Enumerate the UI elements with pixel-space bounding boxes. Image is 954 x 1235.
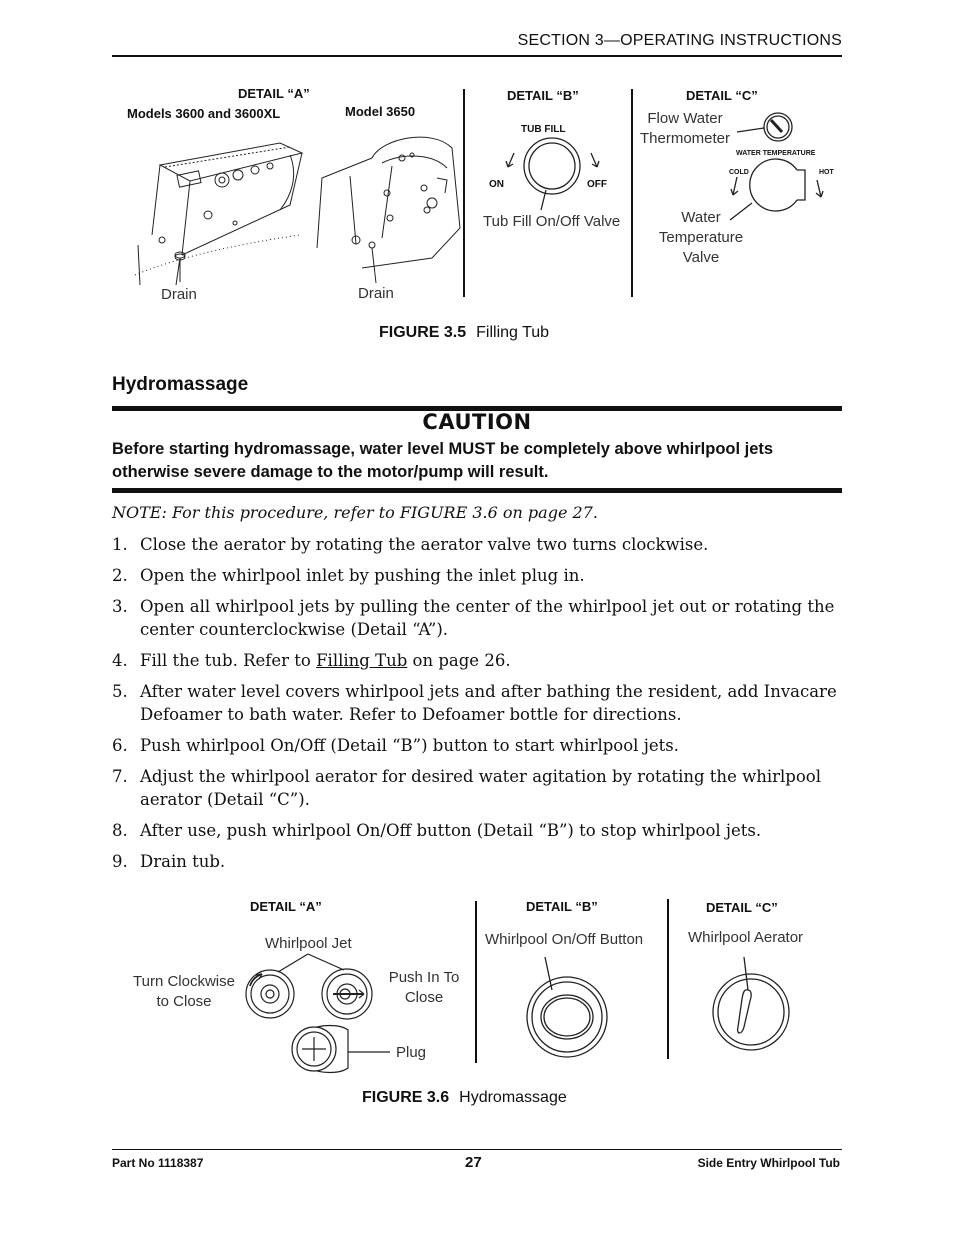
step-item: 7. Adjust the whirlpool aerator for desired water agitation by rotating the whirlpool aerator (Detail “C”). bbox=[112, 767, 821, 809]
caution-title: CAUTION bbox=[422, 410, 532, 434]
step-item: 6. Push whirlpool On/Off (Detail “B”) button to start whirlpool jets. bbox=[112, 736, 679, 755]
fig35-drain-left-leader bbox=[176, 254, 186, 284]
footer-rule bbox=[112, 1149, 842, 1150]
fig35-caption-number: FIGURE 3.5 bbox=[379, 324, 467, 341]
procedure-steps bbox=[112, 533, 842, 881]
step-item: 8. After use, push whirlpool On/Off button (Detail “B”) to stop whirlpool jets. bbox=[112, 821, 762, 840]
fig36-detail-b-title: DETAIL “B” bbox=[526, 899, 598, 914]
fig36-on-off-button bbox=[520, 955, 610, 1050]
fig35-temp-valve-label: Water Temperature Valve bbox=[658, 209, 744, 266]
fig36-divider-2 bbox=[667, 899, 669, 1059]
fig35-caption-text: Filling Tub bbox=[476, 324, 550, 341]
fig35-models-left: Models 3600 and 3600XL bbox=[127, 106, 281, 121]
header-rule bbox=[112, 55, 842, 57]
fig36-divider-1 bbox=[475, 901, 477, 1063]
caution-rule-bottom bbox=[112, 488, 842, 493]
fig35-tub-fill-label: TUB FILL bbox=[521, 124, 566, 135]
fig35-tub-3600-illustration bbox=[130, 135, 310, 295]
fig35-tub-fill-valve bbox=[500, 135, 610, 210]
fig36-aerator-label: Whirlpool Aerator bbox=[688, 929, 804, 946]
fig35-tub-fill-caption: Tub Fill On/Off Valve bbox=[483, 213, 621, 230]
section-title: Hydromassage bbox=[112, 374, 249, 395]
fig36-detail-c-title: DETAIL “C” bbox=[706, 900, 778, 915]
footer-page-number: 27 bbox=[465, 1154, 482, 1171]
procedure-note: NOTE: For this procedure, refer to FIGURE 3.6 on page 27. bbox=[112, 503, 598, 522]
fig35-water-temp-label: WATER TEMPERATURE bbox=[736, 150, 816, 157]
fig35-cold-label: COLD bbox=[729, 169, 749, 176]
fig36-caption bbox=[362, 1089, 567, 1107]
step-item: 2. Open the whirlpool inlet by pushing the inlet plug in. bbox=[112, 566, 585, 585]
fig35-divider-1 bbox=[463, 89, 465, 297]
fig35-model-right: Model 3650 bbox=[345, 104, 416, 119]
fig35-detail-b-title: DETAIL “B” bbox=[507, 88, 579, 103]
fig35-drain-left: Drain bbox=[161, 286, 197, 303]
fig35-hot-label: HOT bbox=[819, 169, 834, 176]
step-item: 3. Open all whirlpool jets by pulling the center of the whirlpool jet out or rotating the center counterclockwise (Detail “A”). bbox=[112, 597, 835, 639]
fig35-drain-right: Drain bbox=[358, 285, 394, 302]
filling-tub-link[interactable]: Filling Tub bbox=[316, 651, 408, 670]
fig35-detail-a-title: DETAIL “A” bbox=[238, 86, 310, 101]
fig36-caption-number: FIGURE 3.6 bbox=[362, 1089, 450, 1106]
fig36-whirlpool-jet-label: Whirlpool Jet bbox=[265, 935, 352, 952]
step-item: 9. Drain tub. bbox=[112, 852, 226, 871]
fig36-push-in-label: Push In To Close bbox=[388, 969, 460, 1006]
fig35-divider-2 bbox=[631, 89, 633, 297]
fig36-turn-clockwise-label: Turn Clockwise to Close bbox=[133, 973, 235, 1010]
fig35-off-label: OFF bbox=[587, 179, 607, 190]
fig35-thermometer-label: Flow Water Thermometer bbox=[640, 110, 731, 147]
fig35-thermometer-gauge bbox=[735, 110, 805, 150]
step-item: 5. After water level covers whirlpool jets and after bathing the resident, add Invacare Defoamer to bath water. Refer to Defoamer bottle for directions. bbox=[112, 682, 837, 724]
fig36-whirlpool-jet-illustration bbox=[240, 950, 400, 1075]
fig35-detail-c-title: DETAIL “C” bbox=[686, 88, 758, 103]
step-item: 4. Fill the tub. Refer to Filling Tub on page 26. bbox=[112, 651, 511, 670]
fig36-detail-a-title: DETAIL “A” bbox=[250, 899, 322, 914]
caution-text: Before starting hydromassage, water level MUST be completely above whirlpool jets otherwise severe damage to the motor/pump will result. bbox=[112, 440, 774, 481]
fig35-caption bbox=[379, 324, 549, 342]
fig36-whirlpool-aerator bbox=[706, 955, 796, 1050]
fig35-on-label: ON bbox=[489, 179, 504, 190]
step-item: 1. Close the aerator by rotating the aerator valve two turns clockwise. bbox=[112, 535, 709, 554]
fig36-caption-text: Hydromassage bbox=[459, 1089, 567, 1106]
fig36-plug-label: Plug bbox=[396, 1044, 427, 1061]
section-header: SECTION 3—OPERATING INSTRUCTIONS bbox=[517, 32, 842, 49]
fig35-tub-3650-illustration bbox=[312, 118, 462, 288]
footer-product: Side Entry Whirlpool Tub bbox=[697, 1156, 840, 1170]
footer-part-no: Part No 1118387 bbox=[112, 1156, 204, 1170]
fig36-on-off-button-label: Whirlpool On/Off Button bbox=[485, 931, 644, 948]
